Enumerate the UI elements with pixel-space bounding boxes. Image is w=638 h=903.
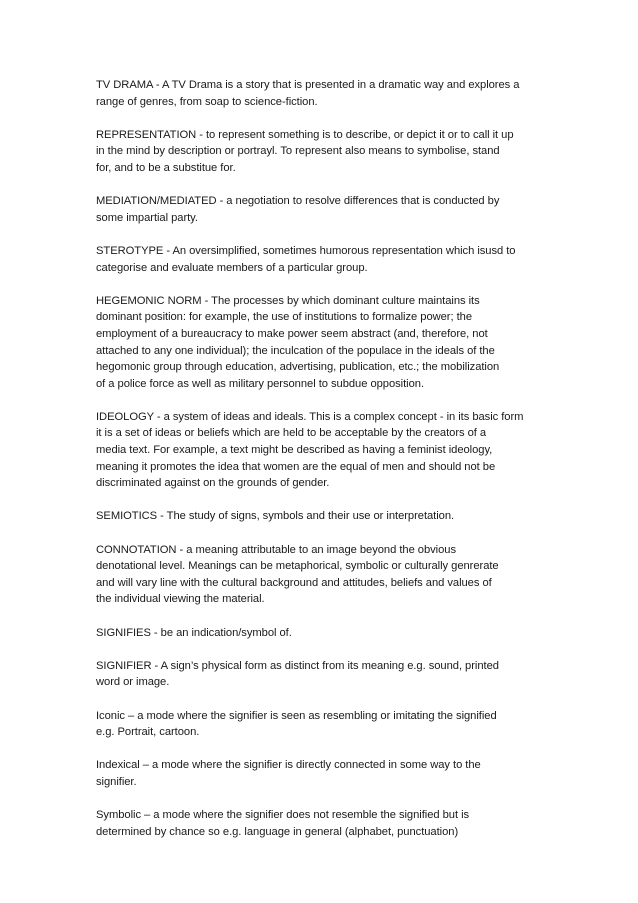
- paragraph-hegemonic-norm: HEGEMONIC NORM - The processes by which dominant culture maintains its dominant position: for example, the use of institutions to formalize power; the employment of a bureaucracy to make power seem abstract (and, therefore, not attached to any one individual); the inculcation of the populace in the ideals of the hegomonic group through education, advertising, publication, etc.; the mobilization of a police force as well as military personnel to subdue opposition.: [96, 294, 500, 390]
- paragraph-iconic: Iconic – a mode where the signifier is seen as resembling or imitating the signified e.g. Portrait, cartoon.: [96, 709, 497, 739]
- paragraph-connotation: CONNOTATION - a meaning attributable to an image beyond the obvious denotational level. Meanings can be metaphorical, symbolic or culturally genrerate and will vary line with the cultural background and attitudes, beliefs and values of the individual viewing the material.: [96, 543, 499, 606]
- paragraph-indexical: Indexical – a mode where the signifier is directly connected in some way to the signifier.: [96, 759, 481, 788]
- paragraph-representation: REPRESENTATION - to represent something is to describe, or depict it or to call it up in the mind by description or portrayl. To represent also means to symbolise, stand for, and to be a substitue for.: [96, 128, 514, 174]
- paragraph-symbolic: Symbolic – a mode where the signifier does not resemble the signified but is determined by chance so e.g. language in general (alphabet, punctuation): [96, 809, 470, 838]
- paragraph-ideology: IDEOLOGY - a system of ideas and ideals. This is a complex concept - in its basic form it is a set of ideas or beliefs which are held to be acceptable by the creators of a media text. For example, a text might be described as having a feminist ideology, meaning it promotes the idea that women are the equal of men and should not be discriminated against on the grounds of gender.: [96, 410, 524, 490]
- document-body: [96, 77, 546, 857]
- paragraph-tv-drama: TV DRAMA - A TV Drama is a story that is presented in a dramatic way and explores a range of genres, from soap to science-fiction.: [96, 79, 520, 108]
- paragraph-sterotype: STEROTYPE - An oversimplified, sometimes humorous representation which isusd to categorise and evaluate members of a particular group.: [96, 244, 516, 274]
- paragraph-mediation: MEDIATION/MEDIATED - a negotiation to resolve differences that is conducted by some impartial party.: [96, 195, 500, 224]
- paragraph-semiotics: SEMIOTICS - The study of signs, symbols and their use or interpretation.: [96, 510, 455, 523]
- paragraph-signifies: SIGNIFIES - be an indication/symbol of.: [96, 626, 292, 639]
- paragraph-signifier: SIGNIFIER - A sign’s physical form as distinct from its meaning e.g. sound, printed word or image.: [96, 659, 499, 689]
